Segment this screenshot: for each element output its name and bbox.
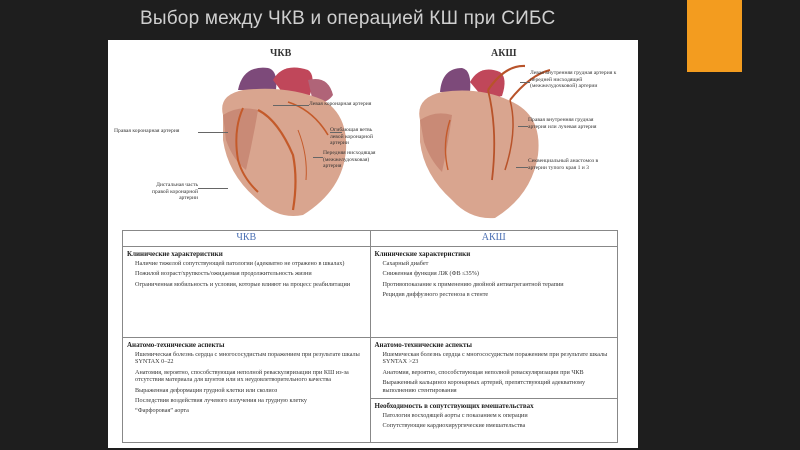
annotation-rima: Правая внутренняя грудная артерия или лучевая артерия [528,117,597,130]
comparison-table [122,230,618,443]
header-pci: ЧКВ [123,231,371,247]
cell-cabg-anatomy [370,338,618,443]
annotation-left-coronary: Левая коронарная артерия [309,101,372,107]
section-title: Анатомо-технические аспекты [374,341,472,349]
annotation-lad: Передняя нисходящая (межжелудочковая) артерия [323,150,376,170]
list-item: Выраженная деформация грудной клетки или сколиоз [135,386,278,394]
section-title: Клинические характеристики [127,250,223,258]
leader-line [273,105,309,106]
list-item: “Фарфоровая” аорта [135,407,189,415]
leader-line [518,126,528,127]
list-item: Сахарный диабет [382,260,429,267]
leader-line [313,157,323,158]
list-item: Наличие тяжелой сопутствующей патологии (адекватно не отражено в шкалах) [135,260,345,267]
table-row-anatomy [123,338,618,443]
annotation-lima: Левая внутренняя грудная артерия к передней нисходящей (межжелудочковой) артерии [530,70,617,90]
section-title: Анатомо-технические аспекты [127,341,225,349]
annotation-right-coronary: Правая коронарная артерия [114,128,180,134]
section-title: Необходимость в сопутствующих вмешательствах [374,402,534,411]
list-item: Ишемическая болезнь сердца с многососудистым поражением при результате шкалы SYNTAX 0–22 [135,351,360,366]
table-header-row [123,231,618,247]
subsection-interventions [371,398,618,430]
list-item: Патология восходящей аорты с показанием к операции [382,412,528,420]
table-row-clinical [123,247,618,338]
list-item: Анатомия, вероятно, способствующая неполной реваскуляризации при ЧКВ [382,368,584,376]
section-title: Клинические характеристики [374,250,471,258]
list-item: Сопутствующие кардиохирургические вмешательства [382,422,526,430]
list-item: Последствия воздействия лучевого излучения на грудную клетку [135,397,308,405]
slide-title: Выбор между ЧКВ и операцией КШ при СИБС [140,8,556,29]
list-item: Противопоказание к применению двойной антиагрегантной терапии [382,280,564,288]
left-heart-label: ЧКВ [270,48,292,59]
list-item: Ишемическая болезнь сердца с многососудистым поражением при результате шкалы SYNTAX >23 [382,351,608,366]
list-item: Сниженная функция ЛЖ (ФВ ≤35%) [382,270,479,278]
cell-pci-clinical [123,247,371,338]
list-item: Выраженный кальциноз коронарных артерий, препятствующий адекватному выполнению стентирования [382,379,586,394]
leader-line [198,132,228,133]
accent-bar [687,0,742,72]
document-page [108,40,638,448]
leader-line [520,82,530,83]
list-item: Анатомия, вероятно, способствующая неполной реваскуляризации при КШ из-за отсутствия материала для шунтов или их неудовлетворительного качества [135,368,349,384]
list-item: Ограниченная мобильность и условия, которые влияют на процесс реабилитации [135,280,351,288]
list-item: Пожилой возраст/хрупкость/ожидаемая продолжительность жизни [135,270,312,278]
right-heart-label: АКШ [491,48,517,59]
annotation-circumflex: Огибающая ветвь левой коронарной артерии [330,127,373,147]
leader-line [198,188,228,189]
header-cabg: АКШ [370,231,618,247]
cell-pci-anatomy [123,338,371,443]
leader-line [516,167,528,168]
list-item: Рецидив диффузного рестеноза в стенте [382,291,489,299]
cell-cabg-clinical [370,247,618,338]
annotation-sequential: Секвенциальный анастомоз в артерии тупого края 1 и 3 [528,158,599,171]
annotation-distal-rca: Дистальная часть правой коронарной артерии [152,182,198,202]
